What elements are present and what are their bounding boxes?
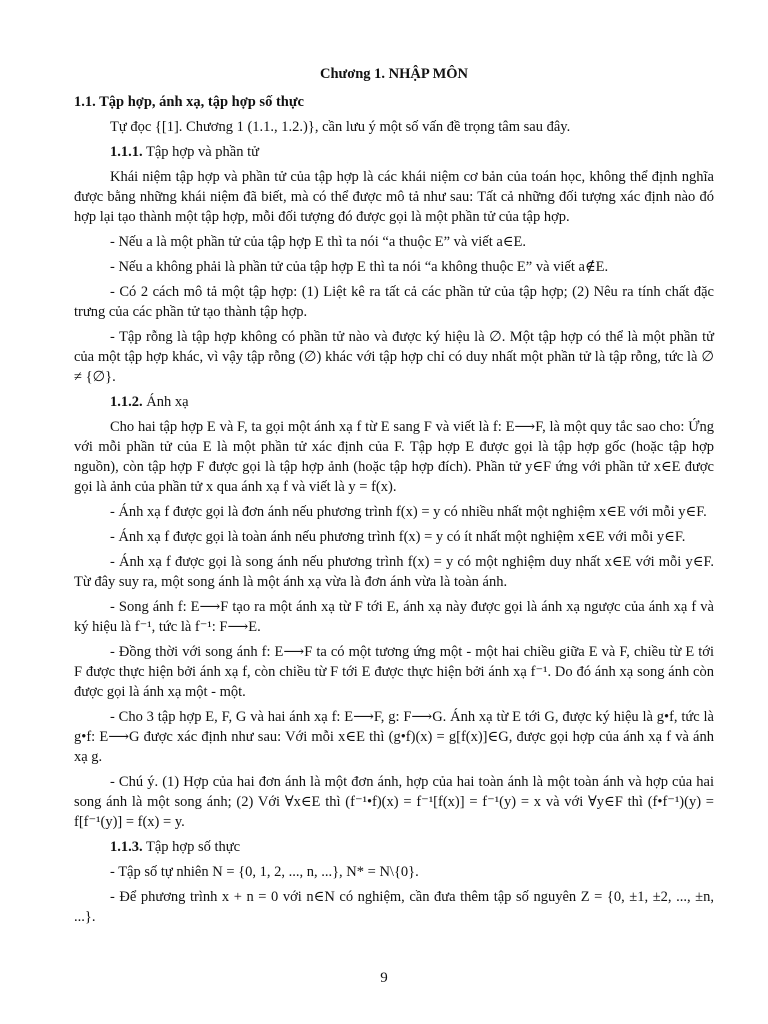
paragraph: Cho hai tập hợp E và F, ta gọi một ánh xạ f từ E sang F và viết là f: E⟶F, là một quy tắc sao cho: Ứng với mỗi phần tử của E là một phần tử xác định của F. Tập hợp E được gọi là tập hợp gốc (hoặc tập hợp nguồn), còn tập hợp F được gọi là tập hợp ảnh (hoặc tập hợp đích). Phần tử y∈F ứng với phần tử x∈E được gọi là ảnh của phần tử x qua ánh xạ f và viết là y = f(x).	[74, 419, 714, 495]
subsection-number: 1.1.1.	[110, 144, 143, 160]
paragraph: Khái niệm tập hợp và phần tử của tập hợp là các khái niệm cơ bản của toán học, không thể định nghĩa được bằng những khái niệm đã biết, mà có thể được mô tả như sau: Tất cả những đối tượng xác định nào đó hợp lại tạo thành một tập hợp, mỗi đối tượng đó được gọi là một phần tử của tập hợp.	[74, 169, 714, 225]
paragraph: - Song ánh f: E⟶F tạo ra một ánh xạ từ F tới E, ánh xạ này được gọi là ánh xạ ngược của ánh xạ f và ký hiệu là f⁻¹, tức là f⁻¹: F⟶E.	[74, 599, 714, 635]
paragraph: - Tập rỗng là tập hợp không có phần tử nào và được ký hiệu là ∅. Một tập hợp có thể là một phần tử của một tập hợp khác, vì vậy tập rỗng (∅) khác với tập hợp chỉ có duy nhất một phần tử là tập rỗng, tức là ∅ ≠ {∅}.	[74, 329, 714, 385]
subsection-heading-1-1-1	[110, 142, 714, 162]
paragraph: - Ánh xạ f được gọi là toàn ánh nếu phương trình f(x) = y có ít nhất một nghiệm x∈E với mỗi y∈F.	[110, 529, 686, 545]
subsection-heading-1-1-3	[110, 837, 714, 857]
paragraph: - Để phương trình x + n = 0 với n∈N có nghiệm, cần đưa thêm tập số nguyên Z = {0, ±1, ±2, ..., ±n, ...}.	[74, 889, 714, 925]
paragraph: - Cho 3 tập hợp E, F, G và hai ánh xạ f: E⟶F, g: F⟶G. Ánh xạ từ E tới G, được ký hiệu là g•f, tức là g•f: E⟶G được xác định như sau: Với mỗi x∈E thì (g•f)(x) = g[f(x)]∈G, được gọi hợp của ánh xạ f và ánh xạ g.	[74, 709, 714, 765]
subsection-title: Tập hợp số thực	[142, 839, 241, 855]
page-content	[74, 64, 714, 932]
paragraph: - Ánh xạ f được gọi là đơn ánh nếu phương trình f(x) = y có nhiều nhất một nghiệm x∈E với mỗi y∈F.	[110, 504, 707, 520]
intro-paragraph: Tự đọc {[1]. Chương 1 (1.1., 1.2.)}, cần lưu ý một số vấn đề trọng tâm sau đây.	[110, 119, 571, 135]
paragraph: - Ánh xạ f được gọi là song ánh nếu phương trình f(x) = y có một nghiệm duy nhất x∈E với mỗi y∈F. Từ đây suy ra, một song ánh là một ánh xạ vừa là đơn ánh vừa là toàn ánh.	[74, 554, 714, 590]
section-title: 1.1. Tập hợp, ánh xạ, tập hợp số thực	[74, 94, 304, 110]
subsection-number: 1.1.2.	[110, 394, 143, 410]
subsection-title: Tập hợp và phần tử	[142, 144, 259, 160]
page-number: 9	[380, 970, 388, 986]
paragraph: - Nếu a là một phần tử của tập hợp E thì ta nói “a thuộc E” và viết a∈E.	[110, 234, 527, 250]
subsection-heading-1-1-2	[110, 392, 714, 412]
subsection-title: Ánh xạ	[142, 394, 189, 410]
paragraph: - Chú ý. (1) Hợp của hai đơn ánh là một đơn ánh, hợp của hai toàn ánh là một toàn ánh và hợp của hai song ánh là một song ánh; (2) Với ∀x∈E thì (f⁻¹•f)(x) = f⁻¹[f(x)] = f⁻¹(y) = x và với ∀y∈F thì (f•f⁻¹)(y) = f[f⁻¹(y)] = f(x) = y.	[74, 774, 714, 830]
paragraph: - Nếu a không phải là phần tử của tập hợp E thì ta nói “a không thuộc E” và viết a∉E.	[110, 259, 609, 275]
paragraph: - Tập số tự nhiên N = {0, 1, 2, ..., n, ...}, N* = N\{0}.	[110, 864, 419, 880]
subsection-number: 1.1.3.	[110, 839, 143, 855]
paragraph: - Có 2 cách mô tả một tập hợp: (1) Liệt kê ra tất cả các phần tử của tập hợp; (2) Nêu ra tính chất đặc trưng của các phần tử tạo thành tập hợp.	[74, 284, 714, 320]
chapter-title: Chương 1. NHẬP MÔN	[319, 66, 469, 82]
paragraph: - Đồng thời với song ánh f: E⟶F ta có một tương ứng một - một hai chiều giữa E và F, chiều từ E tới F được thực hiện bởi ánh xạ f, còn chiều từ F tới E được thực hiện bởi ánh xạ f⁻¹. Do đó ánh xạ song ánh còn được gọi là ánh xạ một - một.	[74, 644, 714, 700]
